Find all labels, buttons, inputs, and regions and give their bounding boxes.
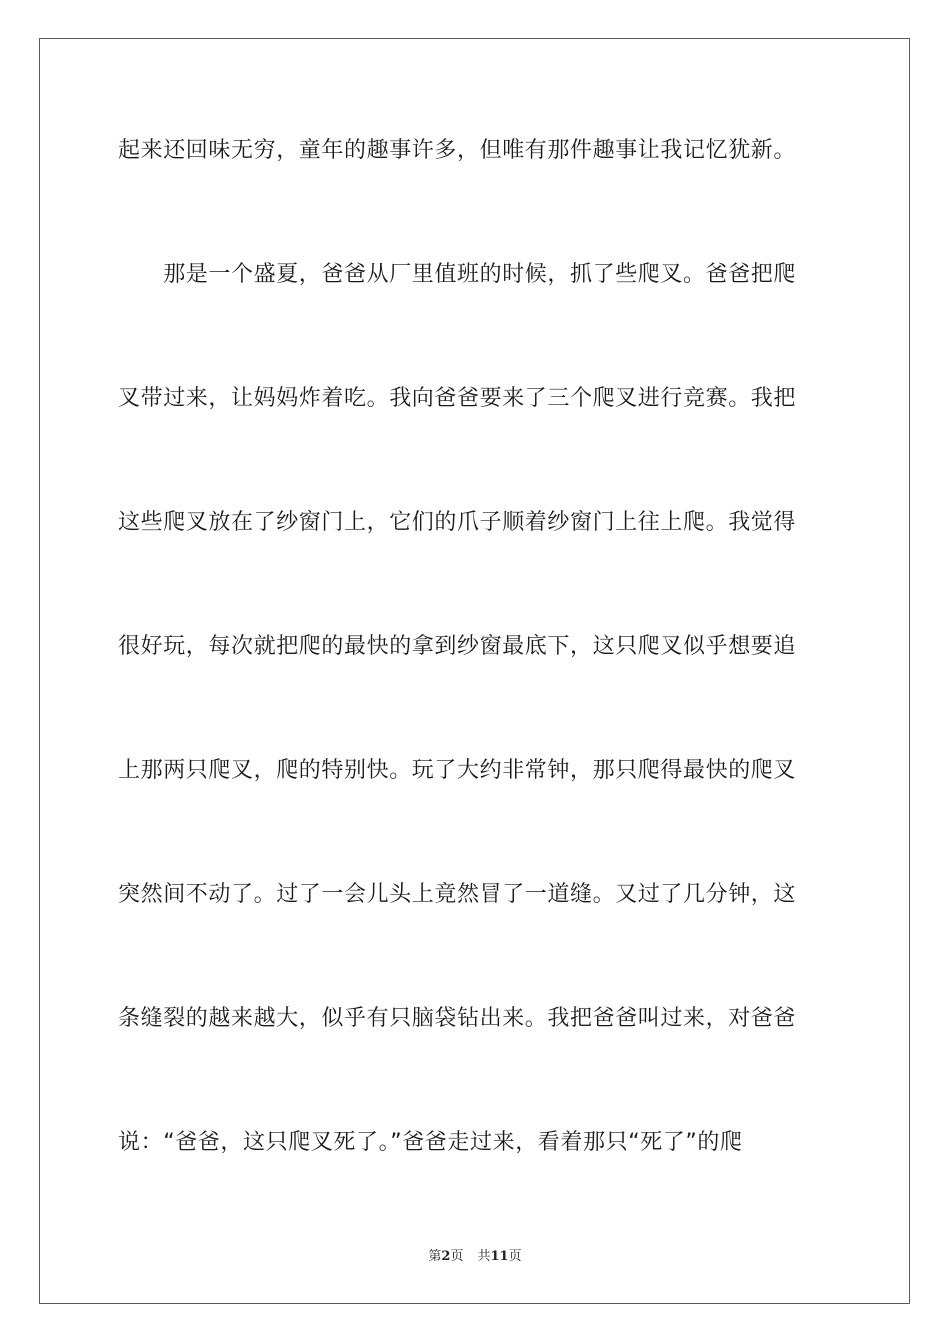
text-line: 很好玩，每次就把爬的最快的拿到纱窗最底下，这只爬叉似乎想要追 <box>118 634 797 659</box>
page-number: 2 <box>441 1249 451 1264</box>
page-footer <box>0 1245 950 1264</box>
total-prefix: 共 <box>477 1249 491 1264</box>
text-line: 突然间不动了。过了一会儿头上竟然冒了一道缝。又过了几分钟，这 <box>118 882 797 907</box>
text-line: 起来还回味无穷，童年的趣事许多，但唯有那件趣事让我记忆犹新。 <box>118 138 797 163</box>
text-line: 这些爬叉放在了纱窗门上，它们的爪子顺着纱窗门上往上爬。我觉得 <box>118 510 797 535</box>
page-prefix: 第 <box>428 1249 442 1264</box>
text-line: 条缝裂的越来越大，似乎有只脑袋钻出来。我把爸爸叫过来，对爸爸 <box>118 1006 797 1031</box>
total-pages-indicator <box>477 1249 521 1264</box>
text-line: 说：“爸爸，这只爬叉死了。”爸爸走过来，看着那只“死了”的爬 <box>118 1130 743 1155</box>
total-pages: 11 <box>490 1249 509 1264</box>
text-line: 上那两只爬叉，爬的特别快。玩了大约非常钟，那只爬得最快的爬叉 <box>118 758 797 783</box>
text-line: 那是一个盛夏，爸爸从厂里值班的时候，抓了些爬叉。爸爸把爬 <box>118 262 797 287</box>
total-suffix: 页 <box>508 1249 522 1264</box>
page-suffix: 页 <box>450 1249 464 1264</box>
page-indicator <box>428 1249 463 1264</box>
text-line: 叉带过来，让妈妈炸着吃。我向爸爸要来了三个爬叉进行竞赛。我把 <box>118 386 797 411</box>
document-body <box>118 128 838 1244</box>
